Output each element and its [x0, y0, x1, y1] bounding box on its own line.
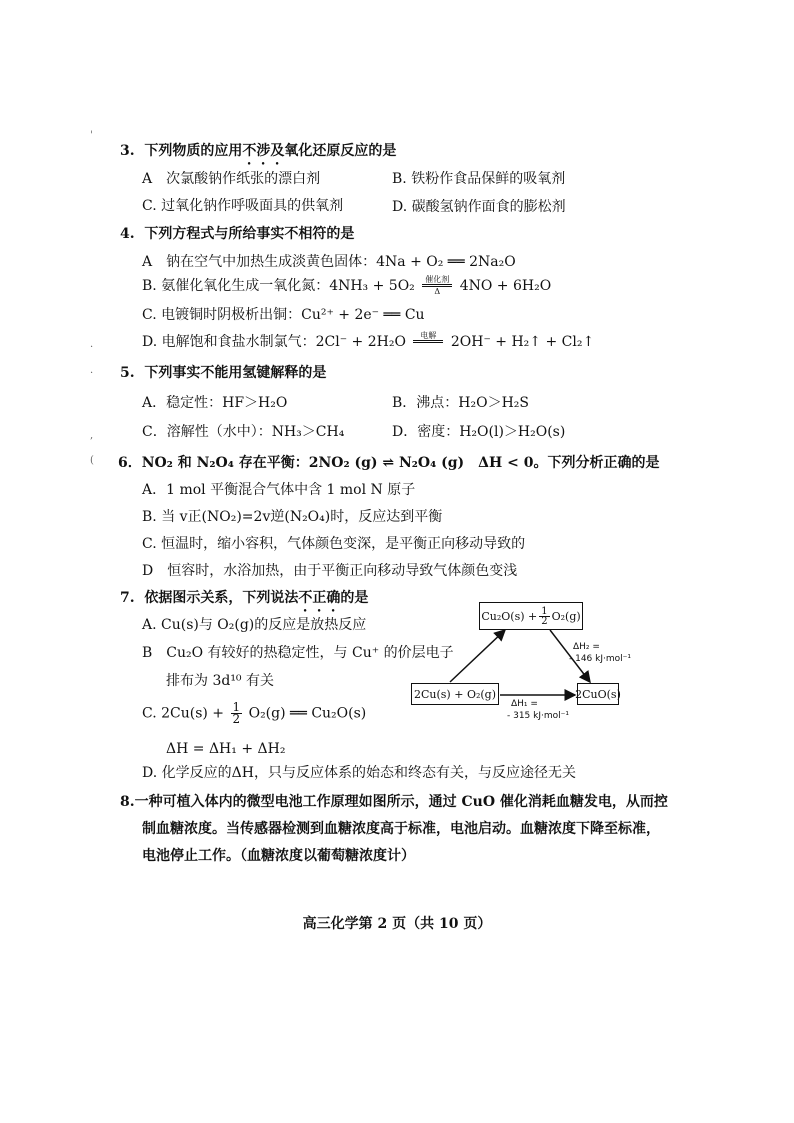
q5-stem-text: 下列事实不能用氢键解释的是 [144, 365, 327, 381]
q5-number: 5. [120, 365, 135, 381]
box-fraction [539, 607, 549, 626]
scan-mark: · [90, 342, 94, 353]
box-top-text-a: Cu₂O(s) + [481, 609, 538, 623]
scan-mark: · [90, 368, 94, 379]
q7-option-b-line2: 排布为 3d¹⁰ 有关 [166, 673, 274, 689]
q5-stem [120, 364, 326, 382]
delta-h2-value: - 146 kJ·mol⁻¹ [569, 654, 632, 664]
q4-option-b-right: 4NO + 6H₂O [459, 278, 552, 294]
q3-stem-part-a: 下列物质的应用 [144, 143, 243, 159]
q6-option-d: D 恒容时，水浴加热，由于平衡正向移动导致气体颜色变浅 [142, 563, 518, 579]
q7-option-c-right: O₂(g) ══ Cu₂O(s) [248, 705, 367, 722]
enthalpy-diagram [405, 600, 665, 730]
q3-stem [120, 142, 396, 168]
q4-option-b-left: B. 氨催化氧化生成一氧化氮：4NH₃ + 5O₂ [142, 278, 415, 294]
box-fraction-numerator: 1 [541, 605, 548, 617]
q8-line2: 制血糖浓度。当传感器检测到血糖浓度高于标准，电池启动。血糖浓度下降至标准， [142, 821, 660, 837]
q7-option-d: D. 化学反应的ΔH，只与反应体系的始态和终态有关，与反应途径无关 [142, 765, 576, 781]
q4-stem [120, 225, 354, 243]
q4-option-b [142, 276, 551, 296]
q4-option-d-right: 2OH⁻ + H₂↑ + Cl₂↑ [450, 334, 595, 350]
q3-option-b: B. 铁粉作食品保鲜的吸氧剂 [392, 171, 566, 187]
q3-stem-emphasis: 不涉及 [242, 143, 285, 159]
q4-number: 4. [120, 226, 135, 242]
delta-h1-label: ΔH₁ = [511, 699, 538, 709]
scan-mark: ( [90, 455, 94, 466]
box-top-text-b: O₂(g) [551, 609, 581, 623]
fraction-denominator: 2 [232, 712, 241, 726]
condition-electrolysis: 电解 [420, 331, 437, 340]
q6-stem-text: NO₂ 和 N₂O₄ 存在平衡：2NO₂ (g) ⇌ N₂O₄ (g) ΔH < 0。下列分析正确的是 [141, 455, 660, 471]
q7-stem-part-a: 依据图示关系，下列说法 [144, 590, 299, 606]
delta-h2-label: ΔH₂ = [573, 642, 600, 652]
q4-option-a: A 钠在空气中加热生成淡黄色固体：4Na + O₂ ══ 2Na₂O [142, 254, 516, 270]
fraction-one-half [231, 702, 243, 725]
page-footer: 高三化学第 2 页（共 10 页） [302, 916, 492, 932]
q7-option-c-line2: ΔH = ΔH₁ + ΔH₂ [166, 741, 286, 757]
q7-option-c-left: C. 2Cu(s) + [142, 705, 225, 722]
condition-heat: Δ [434, 287, 441, 296]
q3-option-a: A 次氯酸钠作纸张的漂白剂 [142, 171, 321, 187]
q6-stem [118, 454, 659, 472]
q6-number: 6． [118, 455, 142, 471]
q5-option-c: C．溶解性（水中）：NH₃＞CH₄ [142, 424, 345, 440]
scan-mark: ' [90, 130, 93, 141]
q5-option-a: A．稳定性：HF＞H₂O [142, 395, 288, 411]
q4-option-c: C. 电镀铜时阴极析出铜：Cu²⁺ + 2e⁻ ══ Cu [142, 307, 425, 323]
condition-catalyst: 催化剂 [425, 275, 450, 284]
q7-option-b-line1: B Cu₂O 有较好的热稳定性，与 Cu⁺ 的价层电子 [142, 645, 454, 661]
q8-number: 8. [120, 794, 135, 810]
fraction-numerator: 1 [232, 700, 241, 714]
q3-option-d: D. 碳酸氢钠作面食的膨松剂 [392, 199, 566, 215]
q6-option-b: B. 当 v正(NO₂)=2v逆(N₂O₄)时，反应达到平衡 [142, 509, 443, 525]
catalyst-heat-condition [422, 276, 452, 296]
q8-line1 [120, 793, 668, 811]
q7-stem [120, 589, 368, 615]
box-2cuo: 2CuO(s) [577, 683, 619, 705]
q3-option-c: C. 过氧化钠作呼吸面具的供氧剂 [142, 198, 344, 214]
box-fraction-denominator: 2 [541, 615, 548, 627]
q8-line1-text: 一种可植入体内的微型电池工作原理如图所示，通过 CuO 催化消耗血糖发电，从而控 [134, 794, 668, 810]
q6-option-c: C. 恒温时，缩小容积，气体颜色变深，是平衡正向移动导致的 [142, 536, 526, 552]
arrow-left-to-top [450, 630, 505, 682]
q5-option-d: D．密度：H₂O(l)＞H₂O(s) [392, 424, 566, 440]
q7-option-a: A. Cu(s)与 O₂(g)的反应是放热反应 [142, 617, 367, 633]
q4-option-d [142, 332, 594, 352]
box-2cu-o2: 2Cu(s) + O₂(g) [411, 683, 499, 705]
electrolysis-condition [413, 332, 443, 352]
q7-option-c [142, 702, 366, 725]
q7-stem-emphasis: 不正确 [298, 590, 341, 606]
q3-number: 3. [120, 143, 135, 159]
delta-h1-value: - 315 kJ·mol⁻¹ [507, 711, 570, 721]
q4-option-d-left: D. 电解饱和食盐水制氯气：2Cl⁻ + 2H₂O [142, 334, 406, 350]
q4-stem-text: 下列方程式与所给事实不相符的是 [144, 226, 355, 242]
q5-option-b: B．沸点：H₂O＞H₂S [392, 395, 529, 411]
q6-option-a: A．1 mol 平衡混合气体中含 1 mol N 原子 [142, 482, 416, 498]
q3-stem-part-b: 氧化还原反应的是 [284, 143, 397, 159]
q7-stem-part-b: 的是 [340, 590, 369, 606]
scan-mark: , [90, 430, 94, 441]
q8-line3: 电池停止工作。（血糖浓度以葡萄糖浓度计） [142, 848, 415, 864]
q7-number: 7. [120, 590, 135, 606]
box-cu2o-o2 [479, 602, 583, 630]
